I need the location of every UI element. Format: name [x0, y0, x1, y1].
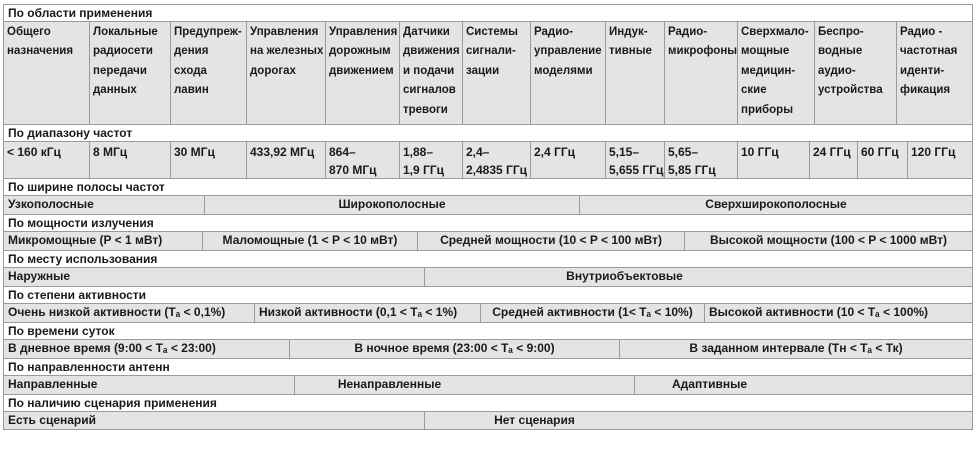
- power-cell-low: Маломощные (1 < P < 10 мВт): [202, 232, 417, 250]
- frequency-col-13: 60 ГГц: [857, 142, 907, 178]
- time-cell-day: В дневное время (9:00 < Tₐ < 23:00): [8, 341, 216, 355]
- frequency-col-12: 24 ГГц: [809, 142, 857, 178]
- application-col-1: Общего назначения: [7, 26, 74, 58]
- scenario-row: [3, 411, 973, 430]
- antenna-cell-directional: Направленные: [8, 377, 98, 391]
- activity-cell-high: Высокой активности (10 < Tₐ < 100%): [704, 304, 972, 322]
- frequency-col-9: 5,15– 5,655 ГГц: [605, 142, 664, 178]
- section-header-time: По времени суток: [3, 322, 973, 339]
- section-header-location: По месту использования: [3, 250, 973, 267]
- location-cell-outdoor: Наружные: [8, 269, 71, 283]
- scenario-cell-yes: Есть сценарий: [8, 413, 96, 427]
- bandwidth-row: [3, 195, 973, 214]
- application-col-12: Беспро- водные аудио- устройства: [814, 22, 896, 124]
- location-row: [3, 267, 973, 286]
- section-header-application: По области применения: [3, 4, 973, 21]
- frequency-col-5: 864– 870 МГц: [325, 142, 399, 178]
- power-cell-medium: Средней мощности (10 < P < 100 мВт): [417, 232, 684, 250]
- application-col-7: Системы сигнали- зации: [462, 22, 530, 124]
- location-cell-indoor: Внутриобъектовые: [424, 268, 824, 286]
- time-cell-interval: В заданном интервале (Тн < Tₐ < Тк): [619, 340, 972, 358]
- application-col-6: Датчики движения и подачи сигналов тревоги: [399, 22, 462, 124]
- activity-row: [3, 303, 973, 322]
- application-row: [3, 21, 973, 124]
- frequency-col-4: 433,92 МГц: [246, 142, 325, 178]
- time-cell-night: В ночное время (23:00 < Tₐ < 9:00): [289, 340, 619, 358]
- bandwidth-cell-narrow: Узкополосные: [8, 197, 94, 211]
- application-col-3: Предупреж- дения схода лавин: [170, 22, 246, 124]
- frequency-col-2: 8 МГц: [89, 142, 170, 178]
- frequency-col-11: 10 ГГц: [737, 142, 809, 178]
- frequency-col-3: 30 МГц: [170, 142, 246, 178]
- power-row: [3, 231, 973, 250]
- power-cell-high: Высокой мощности (100 < P < 1000 мВт): [684, 232, 972, 250]
- antenna-row: [3, 375, 973, 394]
- scenario-cell-no: Нет сценария: [424, 412, 644, 429]
- antenna-cell-omni: Ненаправленные: [294, 376, 484, 394]
- section-header-activity: По степени активности: [3, 286, 973, 303]
- frequency-col-8: 2,4 ГГц: [530, 142, 605, 178]
- application-col-5: Управления дорожным движением: [325, 22, 399, 124]
- application-col-9: Индук- тивные: [605, 22, 664, 124]
- section-header-power: По мощности излучения: [3, 214, 973, 231]
- application-col-13: Радио - частотная иденти- фикация: [896, 22, 972, 124]
- frequency-col-10: 5,65– 5,85 ГГц: [664, 142, 737, 178]
- time-row: [3, 339, 973, 358]
- classification-table: [3, 4, 973, 430]
- application-col-4: Управления на железных дорогах: [246, 22, 325, 124]
- application-col-8: Радио- управление моделями: [530, 22, 605, 124]
- section-header-frequency: По диапазону частот: [3, 124, 973, 141]
- application-col-10: Радио- микрофоны: [664, 22, 737, 124]
- frequency-col-1: < 160 кГц: [7, 145, 61, 159]
- frequency-col-14: 120 ГГц: [907, 142, 972, 178]
- application-col-2: Локальные радиосети передачи данных: [89, 22, 170, 124]
- power-cell-micro: Микромощные (P < 1 мВт): [8, 233, 163, 247]
- bandwidth-cell-ultrawide: Сверхширокополосные: [579, 196, 972, 214]
- section-header-bandwidth: По ширине полосы частот: [3, 178, 973, 195]
- activity-cell-low: Низкой активности (0,1 < Tₐ < 1%): [254, 304, 480, 322]
- frequency-row: [3, 141, 973, 178]
- antenna-cell-adaptive: Адаптивные: [634, 376, 784, 394]
- frequency-col-6: 1,88– 1,9 ГГц: [399, 142, 462, 178]
- bandwidth-cell-wide: Широкополосные: [204, 196, 579, 214]
- section-header-antenna: По направленности антенн: [3, 358, 973, 375]
- section-header-scenario: По наличию сценария применения: [3, 394, 973, 411]
- application-col-11: Сверхмало- мощные медицин- ские приборы: [737, 22, 814, 124]
- activity-cell-medium: Средней активности (1< Tₐ < 10%): [480, 304, 704, 322]
- activity-cell-very-low: Очень низкой активности (Tₐ < 0,1%): [8, 305, 226, 319]
- frequency-col-7: 2,4– 2,4835 ГГц: [462, 142, 530, 178]
